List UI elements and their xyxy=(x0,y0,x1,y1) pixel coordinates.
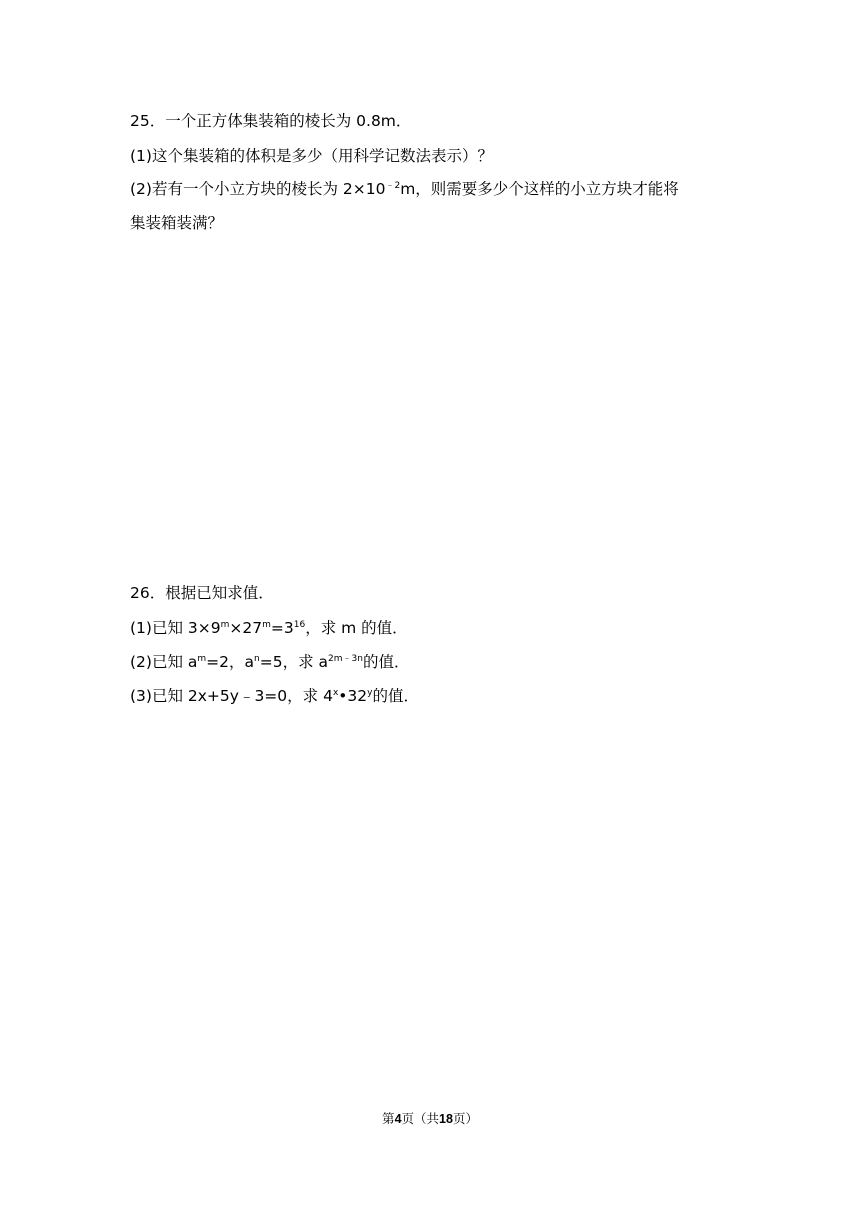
question-26-title-text: 26．根据已知求值． xyxy=(130,584,274,602)
question-26-title xyxy=(130,582,274,604)
question-26-part-1-text-b: ×27 xyxy=(229,619,263,637)
question-26-part-3-exponent-2: y xyxy=(367,688,373,698)
question-26-part-3-text-c: 的值． xyxy=(372,687,419,705)
question-26-part-1-text-a: (1)已知 3×9 xyxy=(130,619,221,637)
question-25-part-2-text-a: (2)若有一个小立方块的棱长为 2×10 xyxy=(130,180,386,198)
question-25-part-1 xyxy=(130,145,493,167)
question-25-title-text: 25．一个正方体集装箱的棱长为 0.8m． xyxy=(130,112,412,130)
question-26-part-1-exponent-1: m xyxy=(220,620,230,630)
footer-total-pages: 18 xyxy=(439,1112,453,1126)
question-26-part-1 xyxy=(130,617,408,639)
question-26-part-3 xyxy=(130,685,419,707)
question-26-part-1-exponent-2: m xyxy=(262,620,271,630)
question-26-part-2-text-a: (2)已知 a xyxy=(130,653,198,671)
footer-suffix: 页） xyxy=(452,1111,478,1126)
question-26-part-2 xyxy=(130,651,409,673)
question-26-part-2-exponent-2: n xyxy=(254,654,260,664)
question-25-part-2 xyxy=(130,178,679,200)
question-26-part-1-exponent-3: 16 xyxy=(293,620,306,630)
question-26-part-3-text-b: •32 xyxy=(338,687,368,705)
footer-page-number: 4 xyxy=(394,1112,402,1126)
question-26-part-2-text-b: =2，a xyxy=(206,653,255,671)
question-25-part-1-text: (1)这个集装箱的体积是多少（用科学记数法表示）？ xyxy=(130,147,493,165)
question-25-part-2-continued xyxy=(130,212,223,234)
question-26-part-2-exponent-3: 2m﹣3n xyxy=(328,654,363,664)
question-25-part-2-exponent: ﹣2 xyxy=(385,181,401,191)
footer-prefix: 第 xyxy=(382,1111,395,1126)
question-26-part-1-text-c: =3 xyxy=(270,619,294,637)
question-26-part-2-text-d: 的值． xyxy=(362,653,410,671)
footer-middle: 页（共 xyxy=(401,1111,440,1126)
question-26-part-2-text-c: =5，求 a xyxy=(259,653,329,671)
question-26-part-1-text-d: ，求 m 的值． xyxy=(305,619,408,637)
question-25-title xyxy=(130,110,411,132)
question-25-part-2-text-b: m，则需要多少个这样的小立方块才能将 xyxy=(400,180,679,198)
question-26-part-3-text-a: (3)已知 2x+5y﹣3=0，求 4 xyxy=(130,687,333,705)
question-26-part-2-exponent-1: m xyxy=(197,654,207,664)
page-footer xyxy=(0,1110,860,1128)
question-26-part-3-exponent-1: x xyxy=(332,688,339,698)
question-25-part-2-text-c: 集装箱装满？ xyxy=(130,214,224,232)
